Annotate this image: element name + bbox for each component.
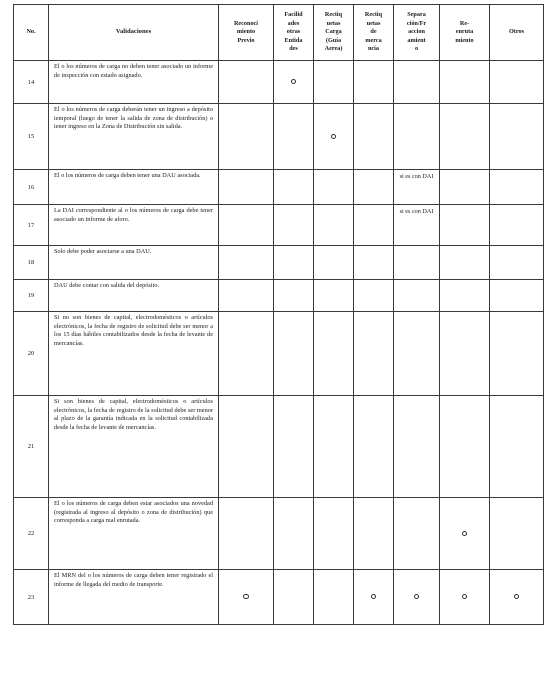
header-line: Aerea): [324, 45, 343, 53]
header-line: Entida: [284, 36, 303, 44]
table-row: [14, 280, 544, 312]
header-line: uetas: [326, 19, 341, 27]
empty-cell: [219, 104, 274, 170]
note-cell: si es con DAI: [394, 205, 440, 246]
check-cell: [219, 570, 274, 625]
empty-cell: [274, 396, 314, 498]
empty-cell: [440, 280, 490, 312]
empty-cell: [314, 312, 354, 396]
header-reenrutamiento: [440, 5, 490, 61]
table-row: [14, 170, 544, 205]
empty-cell: [394, 61, 440, 104]
circle-mark-icon: [462, 594, 467, 599]
empty-cell: [354, 498, 394, 570]
header-line: Separa: [407, 11, 426, 19]
empty-cell: [274, 205, 314, 246]
validation-text: DAU debe contar con salida del depósito.: [49, 280, 219, 312]
header-line: o: [414, 45, 419, 53]
header-line: de: [370, 28, 377, 36]
empty-cell: [354, 246, 394, 280]
empty-cell: [394, 312, 440, 396]
empty-cell: [440, 205, 490, 246]
header-validations: Validaciones: [49, 5, 219, 61]
empty-cell: [490, 104, 544, 170]
validation-text: Si son bienes de capital, electrodomésticos o artículos electrónicos, la fecha de registro de la solicitud debe ser menor al plazo de la garantía indicada en la solicitud contabilizada desde la fecha de levante de mercancías.: [49, 396, 219, 498]
row-number: 22: [14, 498, 49, 570]
empty-cell: [274, 312, 314, 396]
empty-cell: [314, 280, 354, 312]
header-row: [14, 5, 544, 61]
empty-cell: [219, 280, 274, 312]
empty-cell: [314, 170, 354, 205]
empty-cell: [354, 396, 394, 498]
circle-mark-icon: [462, 531, 467, 536]
validation-text: El o los números de carga deberán tener un ingreso a depósito temporal (luego de tener la salida de zona de distribución) o tener ingreso en la Zona de Distribución sin salida.: [49, 104, 219, 170]
table-row: [14, 61, 544, 104]
validation-text: Si no son bienes de capital, electrodomésticos o artículos electrónicos, la fecha de registro de solicitud debe ser menor a los 15 días hábiles contabilizados desde la fecha de levante de mercancías.: [49, 312, 219, 396]
table-row: [14, 396, 544, 498]
header-separacion-fraccionamiento: [394, 5, 440, 61]
empty-cell: [354, 205, 394, 246]
table-row: [14, 570, 544, 625]
empty-cell: [354, 104, 394, 170]
validation-text: El o los números de carga deben estar asociados una novedad (registrada al ingreso al depósito o zona de distribución) que corresponda a carga mal enrutada.: [49, 498, 219, 570]
check-cell: [394, 570, 440, 625]
empty-cell: [274, 246, 314, 280]
empty-cell: [440, 61, 490, 104]
header-facilidades-otras-entidades: [274, 5, 314, 61]
header-line: Rectiq: [324, 11, 343, 19]
header-line: merca: [365, 36, 382, 44]
empty-cell: [314, 498, 354, 570]
row-number: 21: [14, 396, 49, 498]
empty-cell: [490, 280, 544, 312]
empty-cell: [274, 170, 314, 205]
empty-cell: [274, 104, 314, 170]
empty-cell: [219, 396, 274, 498]
validation-text: La DAI correspondiente al o los números de carga debe tener asociado un informe de aforo.: [49, 205, 219, 246]
header-retiquetas-mercancia: [354, 5, 394, 61]
empty-cell: [314, 396, 354, 498]
circle-mark-icon: [243, 594, 248, 599]
header-line: (Guía: [325, 36, 342, 44]
row-number: 19: [14, 280, 49, 312]
empty-cell: [219, 312, 274, 396]
header-line: amient: [407, 36, 426, 44]
empty-cell: [219, 498, 274, 570]
validation-text: El o los números de carga deben tener una DAU asociada.: [49, 170, 219, 205]
empty-cell: [354, 280, 394, 312]
empty-cell: [490, 498, 544, 570]
empty-cell: [314, 205, 354, 246]
header-line: ción/Fr: [406, 19, 427, 27]
empty-cell: [274, 498, 314, 570]
empty-cell: [490, 61, 544, 104]
empty-cell: [354, 170, 394, 205]
check-cell: [440, 570, 490, 625]
header-number: No.: [14, 5, 49, 61]
note-cell: si es con DAI: [394, 170, 440, 205]
validation-text: El o los números de carga no deben tener asociado un informe de inspección con estado asignado.: [49, 61, 219, 104]
validation-text: El MRN del o los números de carga deben tener registrado el informe de llegada del medio de transporte.: [49, 570, 219, 625]
empty-cell: [314, 61, 354, 104]
empty-cell: [274, 280, 314, 312]
empty-cell: [440, 396, 490, 498]
check-cell: [490, 570, 544, 625]
empty-cell: [354, 61, 394, 104]
empty-cell: [394, 104, 440, 170]
table-row: [14, 205, 544, 246]
empty-cell: [314, 570, 354, 625]
header-line: otras: [286, 28, 301, 36]
header-line: ncía: [367, 45, 379, 53]
empty-cell: [219, 61, 274, 104]
circle-mark-icon: [291, 79, 296, 84]
header-line: ades: [287, 19, 300, 27]
header-line: miento: [455, 36, 474, 44]
table-row: [14, 104, 544, 170]
header-retiquetas-carga: [314, 5, 354, 61]
validations-table: [13, 4, 544, 625]
empty-cell: [440, 246, 490, 280]
empty-cell: [394, 246, 440, 280]
empty-cell: [440, 170, 490, 205]
header-line: enruta: [455, 28, 474, 36]
row-number: 18: [14, 246, 49, 280]
check-cell: [440, 498, 490, 570]
row-number: 20: [14, 312, 49, 396]
empty-cell: [354, 312, 394, 396]
empty-cell: [490, 246, 544, 280]
empty-cell: [314, 246, 354, 280]
circle-mark-icon: [414, 594, 419, 599]
empty-cell: [219, 170, 274, 205]
header-line: des: [289, 45, 298, 53]
header-line: uetas: [366, 19, 381, 27]
empty-cell: [394, 396, 440, 498]
header-line: Rectiq: [364, 11, 383, 19]
circle-mark-icon: [331, 134, 336, 139]
circle-mark-icon: [514, 594, 519, 599]
empty-cell: [440, 312, 490, 396]
header-reconocimiento-previo: [219, 5, 274, 61]
empty-cell: [490, 396, 544, 498]
empty-cell: [490, 312, 544, 396]
empty-cell: [219, 246, 274, 280]
table-body: [14, 61, 544, 625]
header-line: accion: [408, 28, 425, 36]
circle-mark-icon: [371, 594, 376, 599]
header-line: Carga: [325, 28, 342, 36]
empty-cell: [394, 498, 440, 570]
header-line: Reconoci: [233, 19, 259, 27]
header-line: Previo: [237, 36, 255, 44]
row-number: 16: [14, 170, 49, 205]
empty-cell: [274, 570, 314, 625]
header-line: Facilid: [284, 11, 303, 19]
check-cell: [274, 61, 314, 104]
table-row: [14, 246, 544, 280]
row-number: 15: [14, 104, 49, 170]
empty-cell: [490, 170, 544, 205]
empty-cell: [394, 280, 440, 312]
table-row: [14, 312, 544, 396]
row-number: 17: [14, 205, 49, 246]
empty-cell: [440, 104, 490, 170]
check-cell: [354, 570, 394, 625]
row-number: 14: [14, 61, 49, 104]
table-row: [14, 498, 544, 570]
header-otros: [490, 5, 544, 61]
header-line: Otros: [508, 28, 524, 36]
header-line: miento: [236, 28, 256, 36]
check-cell: [314, 104, 354, 170]
empty-cell: [219, 205, 274, 246]
validation-text: Solo debe poder asociarse a una DAU.: [49, 246, 219, 280]
row-number: 23: [14, 570, 49, 625]
header-line: Re-: [459, 19, 470, 27]
empty-cell: [490, 205, 544, 246]
